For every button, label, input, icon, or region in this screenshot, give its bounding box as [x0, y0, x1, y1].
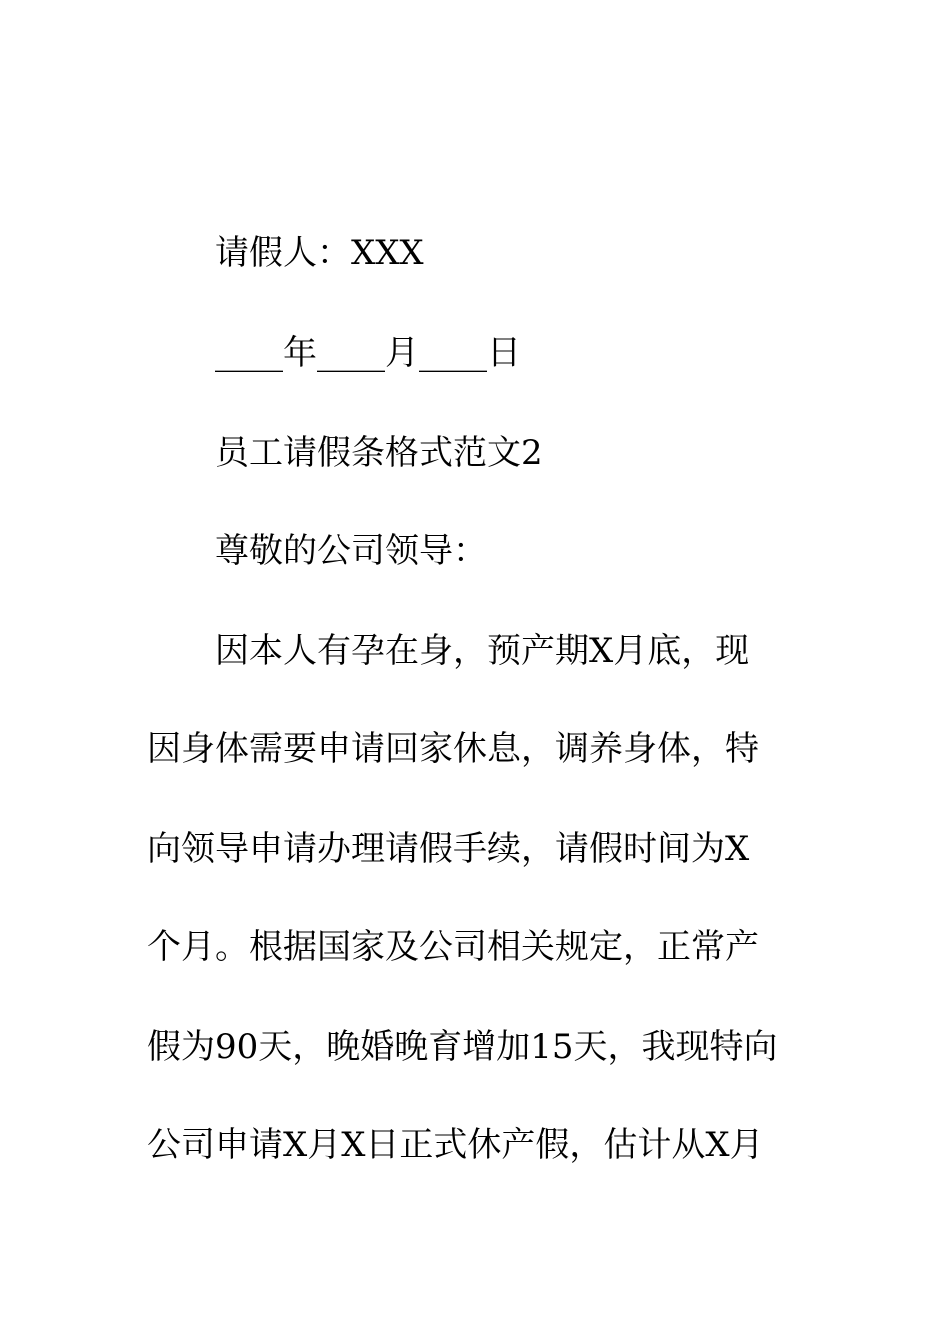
- body-line-4: 个月。根据国家及公司相关规定，正常产: [147, 927, 759, 967]
- section-title: 员工请假条格式范文2: [215, 433, 543, 473]
- salutation: 尊敬的公司领导：: [215, 531, 487, 571]
- applicant-line: 请假人：XXX: [215, 233, 424, 273]
- date-line: ____年____月____日: [215, 333, 521, 373]
- body-line-2: 因身体需要申请回家休息，调养身体，特: [147, 729, 759, 769]
- body-line-6: 公司申请X月X日正式休产假，估计从X月: [147, 1125, 764, 1165]
- body-line-5: 假为90天，晚婚晚育增加15天，我现特向: [147, 1027, 778, 1067]
- body-line-3: 向领导申请办理请假手续，请假时间为X: [147, 829, 750, 869]
- body-line-1: 因本人有孕在身，预产期X月底，现: [215, 631, 750, 671]
